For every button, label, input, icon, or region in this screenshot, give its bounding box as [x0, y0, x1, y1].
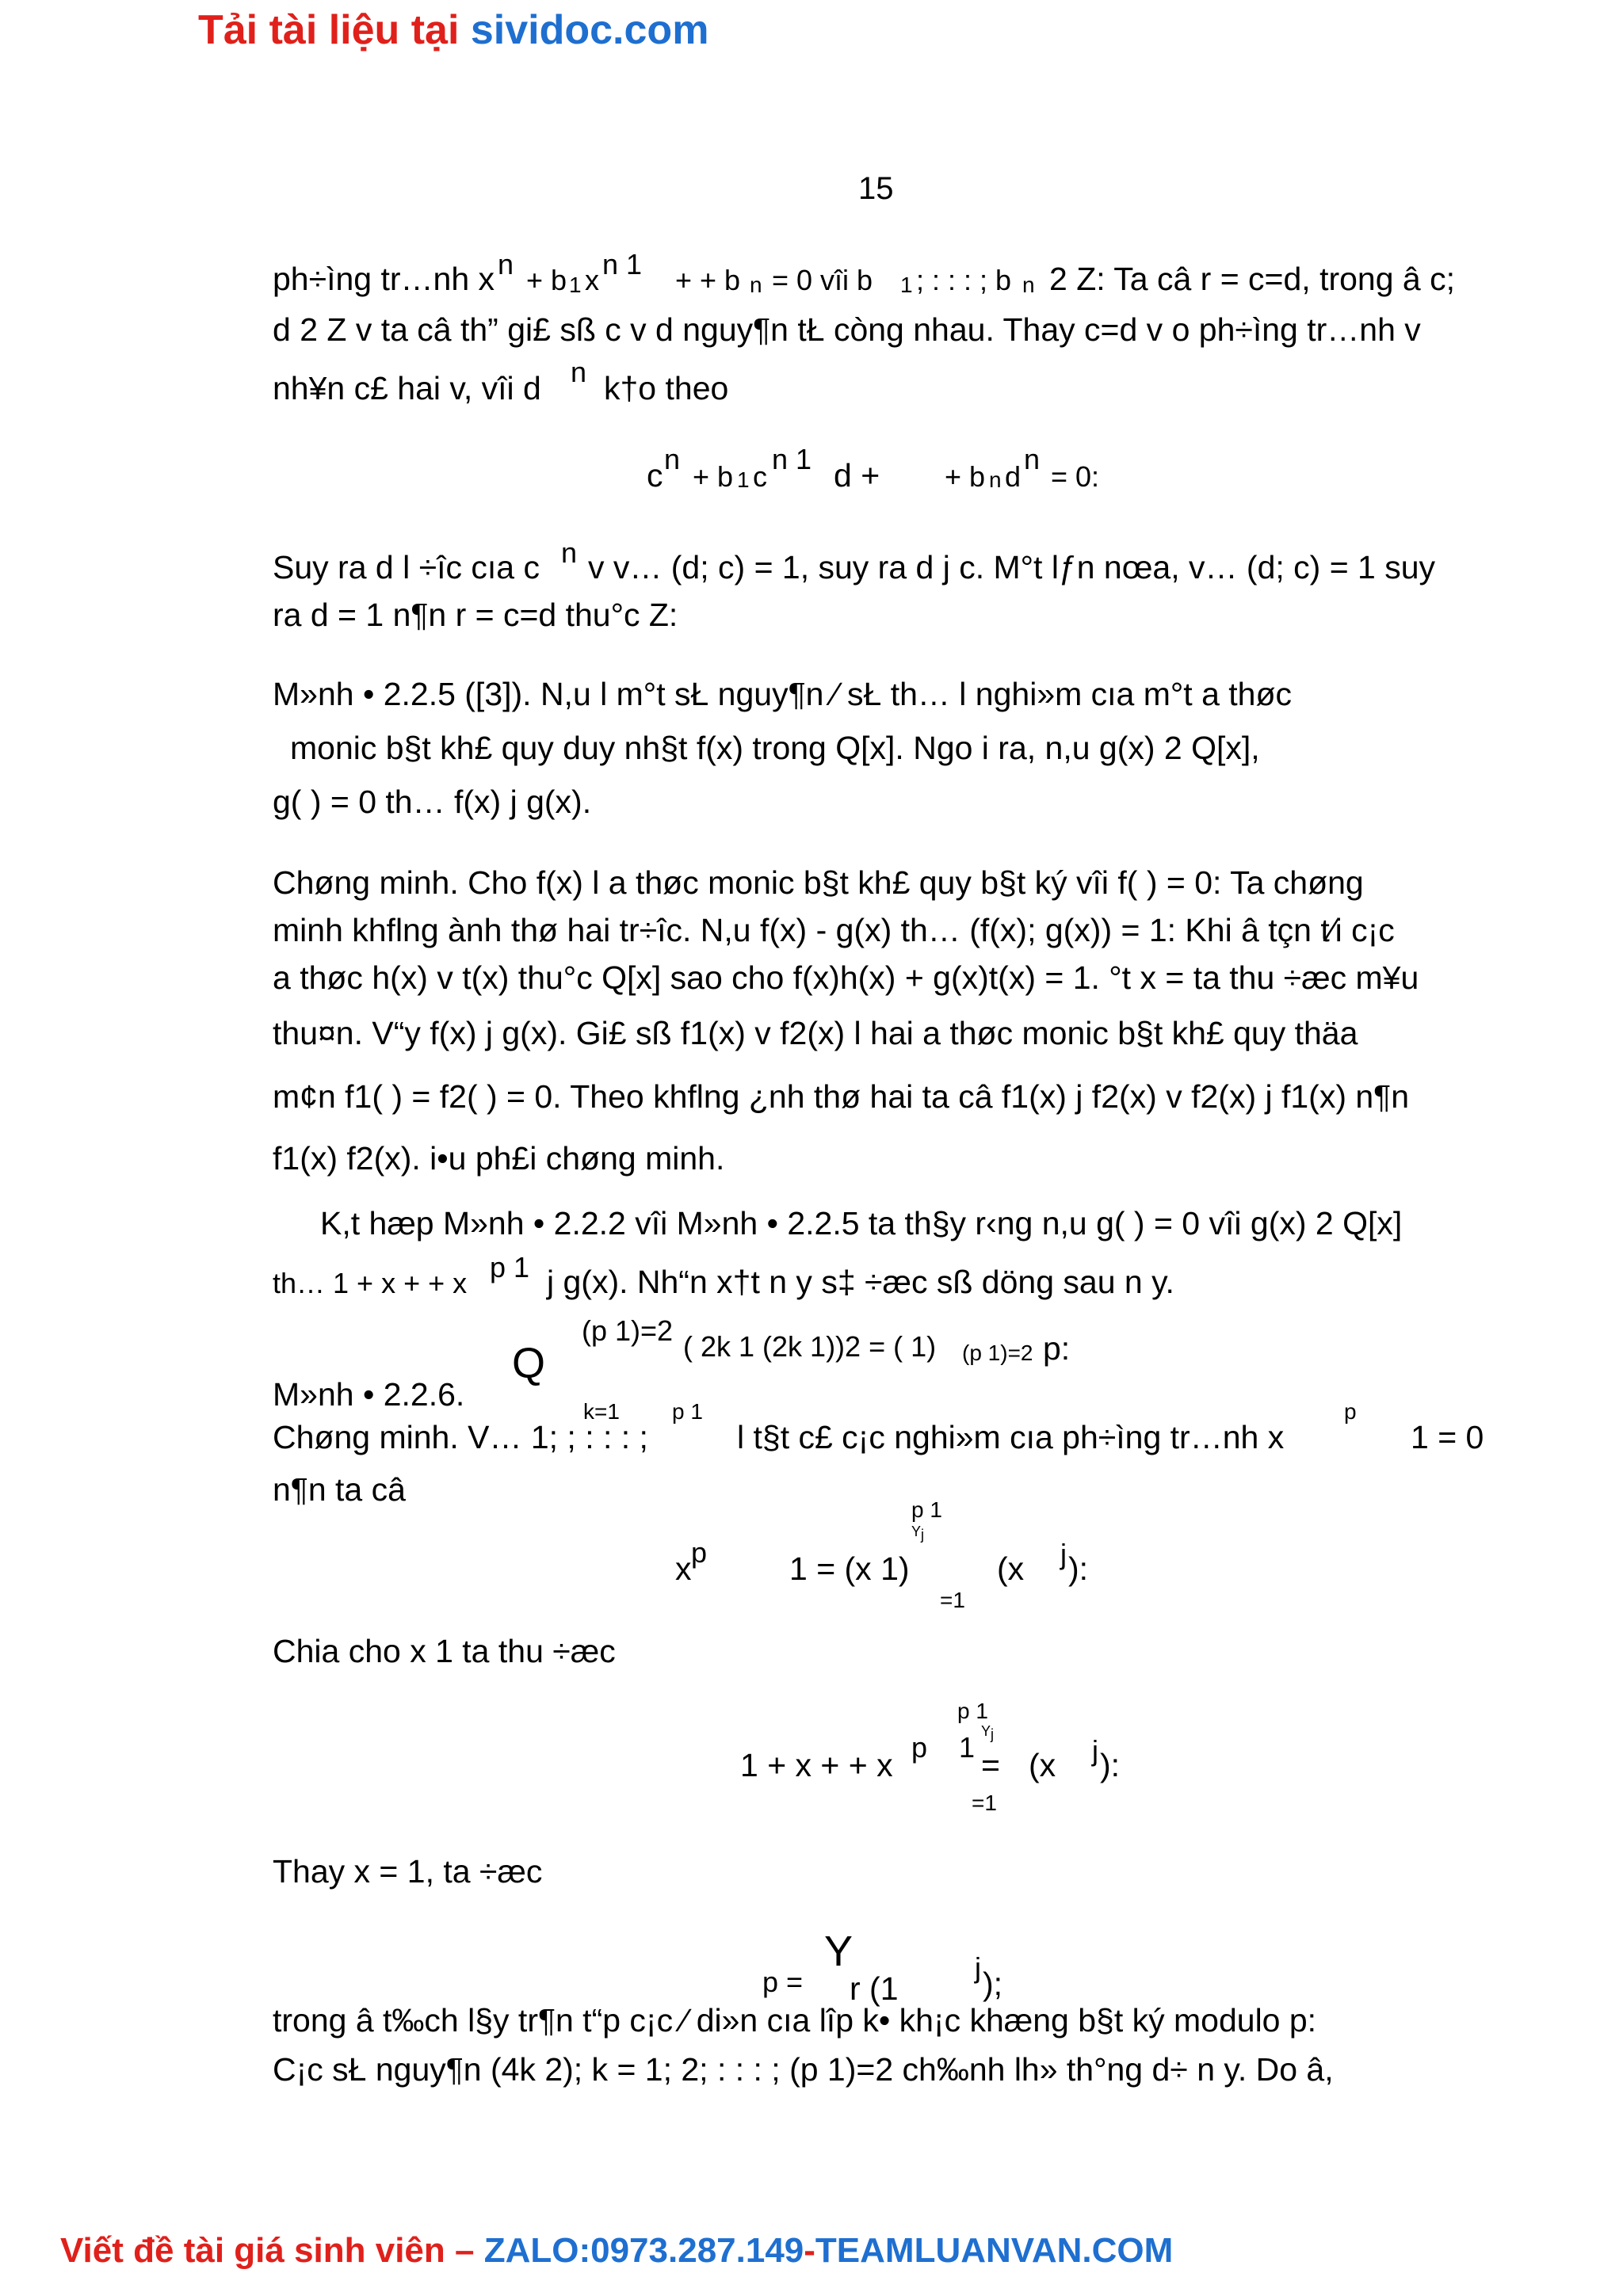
- eq4-end: );: [983, 1966, 1003, 2002]
- text-line-5: ra d = 1 n¶n r = c=d thu°c Z:: [273, 597, 678, 633]
- eq1-c-sup: n: [664, 443, 681, 475]
- eq4-term-sup: j: [975, 1951, 981, 1984]
- prop-226-sub-p: p 1: [672, 1399, 703, 1424]
- footer-banner[interactable]: [60, 2231, 1173, 2271]
- eq4-product: Y: [824, 1928, 854, 1975]
- eq3-lhs: 1 + x + + x: [740, 1747, 893, 1783]
- proof-line-4: thu¤n. V“y f(x) j g(x). Gi£ sß f1(x) v f2(x) l hai a thøc monic b§t kh£ quy thäa: [273, 1015, 1358, 1051]
- footer-text: Viết đề tài giá sinh viên –: [60, 2231, 484, 2270]
- proof-line-1: Chøng minh. Cho f(x) l a thøc monic b§t kh£ quy b§t ký vîi f( ) = 0: Ta chøng: [273, 864, 1364, 901]
- text-line-2: d 2 Z v ta câ th” gi£ sß c v d nguy¶n tŁ còng nhau. Thay c=d v o ph÷ìng tr…nh v: [273, 311, 1421, 348]
- proof226-line-1c-sup: p: [1344, 1399, 1357, 1424]
- header-site-link[interactable]: sividoc.com: [470, 7, 709, 53]
- prop-225-line-1: M»nh • 2.2.5 ([3]). N,u l m°t sŁ nguy¶n ⁄ sŁ th… l nghi»m cıa m°t a thøc: [273, 676, 1293, 712]
- proof-line-2: minh khflng ành thø hai tr÷îc. N,u f(x) - g(x) th… (f(x); g(x)) = 1: Khi â tçn t⁄i c¡c: [273, 912, 1395, 948]
- combine-line-2b-sup: p 1: [490, 1251, 530, 1283]
- eq3-lhs-sup2: 1: [959, 1731, 976, 1764]
- header-prefix: Tải tài liệu tại: [198, 7, 471, 53]
- footer-zalo-link[interactable]: ZALO:0973.287.149: [483, 2231, 804, 2270]
- eq1-b-sub: 1: [737, 467, 750, 492]
- text-line-3b-sup: n: [571, 356, 587, 388]
- eq3-product-idx: j: [991, 1726, 994, 1742]
- prop-226-exponent: (p 1)=2: [962, 1341, 1033, 1365]
- text-line-1b-sup: n: [498, 248, 514, 280]
- eq2-product-idx: j: [921, 1527, 924, 1543]
- eq1-bn-sub: n: [989, 467, 1002, 492]
- text-line-1h-sub: n: [750, 273, 762, 297]
- proof-line-3: a thøc h(x) v t(x) thu°c Q[x] sao cho f(x)h(x) + g(x)t(x) = 1. °t x = ta thu ÷æc m¥u: [273, 959, 1419, 996]
- eq2-x-sup: p: [691, 1536, 708, 1569]
- eq3-end: ):: [1100, 1747, 1121, 1783]
- header-banner[interactable]: [198, 6, 708, 54]
- eq1-d: d: [1005, 460, 1022, 493]
- prop-226-sup: (p 1)=2: [582, 1314, 674, 1347]
- eq3-factor-sup: j: [1092, 1734, 1098, 1767]
- eq3-lhs-sup: p: [911, 1731, 928, 1764]
- text-line-1c: + b: [526, 264, 567, 296]
- combine-line-1: K,t hæp M»nh • 2.2.2 vîi M»nh • 2.2.5 ta th§y r‹ng n,u g( ) = 0 vîi g(x) 2 Q[x]: [320, 1205, 1403, 1241]
- text-line-4b-sup: n: [561, 536, 578, 569]
- eq1-plus-b: + b: [693, 460, 734, 493]
- prop-225-line-3: g( ) = 0 th… f(x) j g(x).: [273, 784, 592, 820]
- combine-line-2a: th… 1 + x + + x: [273, 1267, 468, 1299]
- eq3-equals: =: [981, 1747, 1000, 1783]
- text-line-1m: 2 Z: Ta câ r = c=d, trong â c;: [1049, 261, 1455, 297]
- eq3-factor: (x: [1029, 1747, 1056, 1783]
- eq1-plus-bn: + b: [945, 460, 986, 493]
- prop-226-label: M»nh • 2.2.6.: [273, 1376, 465, 1413]
- text-line-4a: Suy ra d l ÷îc cıa c: [273, 549, 540, 585]
- eq2-x: x: [675, 1550, 692, 1587]
- prop-225-line-2: monic b§t kh£ quy duy nh§t f(x) trong Q[x]. Ngo i ra, n,u g(x) 2 Q[x],: [290, 730, 1260, 766]
- text-line-1g: + + b: [675, 264, 741, 296]
- eq4-term: r (1: [850, 1970, 899, 2007]
- eq1-d-sup: n: [1024, 443, 1041, 475]
- text-line-1e: x: [585, 264, 599, 296]
- eq1-c2: c: [753, 460, 767, 493]
- eq2-factor: (x: [997, 1550, 1025, 1587]
- eq1-end: = 0:: [1051, 460, 1100, 493]
- prop-226-equation: ( 2k 1 (2k 1))2 = ( 1): [683, 1330, 937, 1363]
- prop-226-end: p:: [1043, 1330, 1071, 1367]
- text-line-1j-sub: 1: [900, 273, 913, 297]
- eq4-lhs: p =: [762, 1966, 804, 1998]
- proof226-line-1a: Chøng minh. V… 1; ; : : : ;: [273, 1419, 648, 1455]
- eq2-end: ):: [1068, 1550, 1089, 1587]
- text-line-4c: v v… (d; c) = 1, suy ra d j c. M°t lƒn nœa, v… (d; c) = 1 suy: [588, 549, 1436, 585]
- text-line-1k: ; : : : ; b: [916, 264, 1012, 296]
- text-line-1f-sup: n 1: [602, 248, 643, 280]
- substitute-line: Thay x = 1, ta ÷æc: [273, 1853, 543, 1890]
- eq2-middle: 1 = (x 1): [789, 1550, 910, 1587]
- eq3-lower: =1: [972, 1791, 997, 1815]
- page-number: 15: [858, 171, 894, 206]
- text-line-3c: k†o theo: [604, 370, 729, 406]
- prop-226-product-symbol: Q: [512, 1340, 546, 1387]
- proof226-line-2: n¶n ta câ: [273, 1471, 406, 1508]
- footer-site-link[interactable]: TEAMLUANVAN.COM: [815, 2231, 1174, 2270]
- eq1-c2-sup: n 1: [772, 443, 812, 475]
- eq3-product: Y: [981, 1723, 991, 1739]
- eq1-c: c: [647, 457, 663, 494]
- eq1-d-plus: d +: [834, 457, 880, 494]
- combine-line-2c: j g(x). Nh“n x†t n y s‡ ÷æc sß döng sau n y.: [547, 1264, 1174, 1300]
- text-line-1l-sub: n: [1022, 273, 1035, 297]
- eq2-upper: p 1: [911, 1497, 942, 1522]
- footer-dash: -: [804, 2231, 815, 2270]
- text-line-3a: nh¥n c£ hai v, vîi d: [273, 370, 541, 406]
- text-line-1i: = 0 vîi b: [772, 264, 873, 296]
- divide-line: Chia cho x 1 ta thu ÷æc: [273, 1633, 616, 1669]
- eq2-product: Y: [911, 1524, 922, 1539]
- final-line-2: C¡c sŁ nguy¶n (4k 2); k = 1; 2; : : : ; (p 1)=2 ch‰nh lh» th°ng d÷ n y. Do â,: [273, 2051, 1334, 2088]
- proof226-line-1d: 1 = 0: [1411, 1419, 1484, 1455]
- eq2-lower: =1: [940, 1588, 965, 1612]
- proof-line-5: m¢n f1( ) = f2( ) = 0. Theo khflng ¿nh thø hai ta câ f1(x) j f2(x) v f2(x) j f1(x) n¶n: [273, 1078, 1409, 1115]
- proof-line-6: f1(x) f2(x). i•u ph£i chøng minh.: [273, 1140, 725, 1177]
- proof226-line-1b: l t§t c£ c¡c nghi»m cıa ph÷ìng tr…nh x: [737, 1419, 1285, 1455]
- final-line-1: trong â t‰ch l§y tr¶n t“p c¡c ⁄ di»n cıa lîp k• kh¡c khæng b§t ký modulo p:: [273, 2002, 1317, 2039]
- prop-226-sub-k: k=1: [583, 1399, 620, 1424]
- eq2-factor-sup: j: [1060, 1538, 1067, 1570]
- eq3-upper: p 1: [957, 1699, 988, 1723]
- text-line-1d-sub: 1: [569, 273, 582, 297]
- text-line-1a: ph÷ìng tr…nh x: [273, 261, 495, 297]
